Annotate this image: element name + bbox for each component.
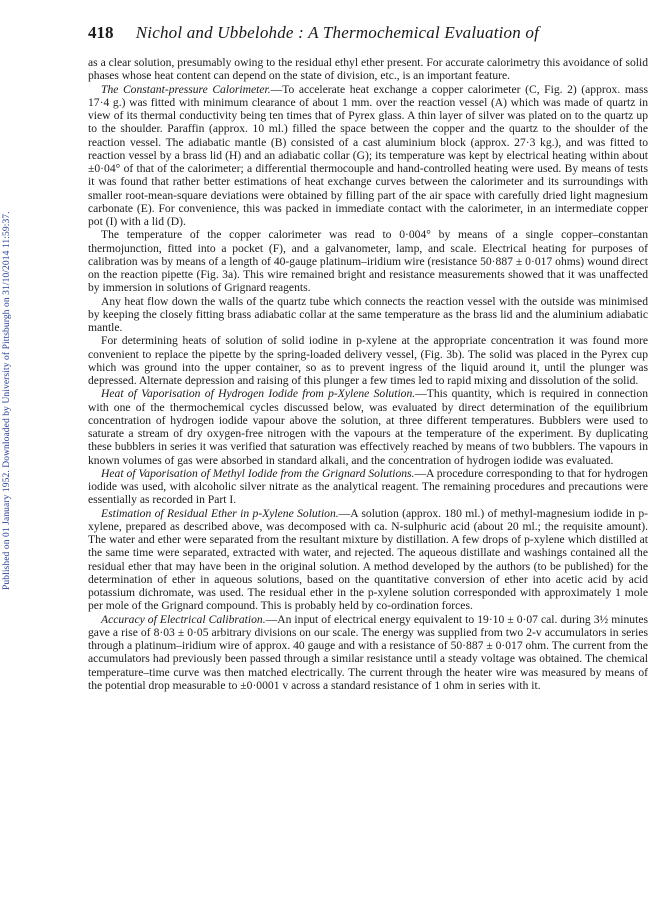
paragraph bbox=[88, 295, 648, 335]
section-heading: The Constant-pressure Calorimeter. bbox=[101, 82, 271, 96]
body-text bbox=[88, 56, 648, 692]
running-title: Nichol and Ubbelohde : A Thermochemical Evaluation of bbox=[135, 23, 540, 42]
paragraph-text: —To accelerate heat exchange a copper calorimeter (C, Fig. 2) (approx. mass 17·4 g.) was fitted with minimum clearance of about 1 mm. over the reaction vessel (A) which was made of quartz in view of its thermal conductivity being ten times that of Pyrex glass. A thin layer of silver was plated on to the quartz up to the shoulder. Paraffin (approx. 10 ml.) filled the space between the copper and the quartz to the shoulder of the reaction vessel. The adiabatic mantle (B) consisted of a cast aluminium block (approx. 27·3 kg.), and was fitted to reaction vessel by a brass lid (H) and an adiabatic collar (G); its temperature was kept by electrical heating within about ±0·04° of that of the calorimeter; a differential thermocouple and hand-controlled heating were used. By means of tests it was found that rather better estimations of heat exchange curves between the calorimeter and its surroundings with smaller root-mean-square deviations were obtained by filling part of the air space with carefully dried light magnesium carbonate (E). For convenience, this was packed in immediate contact with the calorimeter, in an intermediate copper pot (I) with a lid (D). bbox=[88, 82, 649, 228]
paragraph bbox=[88, 228, 648, 294]
section-heading: Accuracy of Electrical Calibration. bbox=[101, 612, 266, 626]
paragraph-text: —A solution (approx. 180 ml.) of methyl-magnesium iodide in p-xylene, prepared as described above, was decomposed with ca. N-sulphuric acid (about 20 ml.; the requisite amount). The water and ether were separated from the resultant mixture by distillation. A few drops of p-xylene which distilled at the same time were separated, extracted with water, and rejected. The aqueous distillate and washings contained all the residual ether that may have been in the original solution. A method developed by the authors (to be published) for the determination of ether in aqueous solutions, based on the quantitative conversion of ether into acetic acid by acid potassium dichromate, was used. The residual ether in the p-xylene solution corresponded with approximately 1 mole per mole of the Grignard compound. This is probably held by co-ordination forces. bbox=[88, 506, 648, 613]
paragraph bbox=[88, 613, 648, 693]
paragraph bbox=[88, 334, 648, 387]
download-watermark-text: Published on 01 January 1952. Downloaded by University of Pittsburgh on 31/10/2014 11:59:37. bbox=[2, 211, 12, 590]
section-heading: Estimation of Residual Ether in p-Xylene Solution. bbox=[101, 506, 339, 520]
page-number: 418 bbox=[88, 23, 114, 42]
paragraph-text: The temperature of the copper calorimeter was read to 0·004° by means of a single copper–constantan thermojunction, fitted into a pocket (F), and a galvanometer, lamp, and scale. Electrical heating for purposes of calibration was by means of a length of 40-gauge platinum–iridium wire (resistance 50·887 ± 0·017 ohms) wound direct on the reaction pipette (Fig. 3a). This wire remained bright and resistance measurements showed that it was unaffected by immersion in solutions of Grignard reagents. bbox=[88, 228, 648, 295]
page-header bbox=[88, 22, 648, 44]
section-heading: Heat of Vaporisation of Hydrogen Iodide from p-Xylene Solution. bbox=[101, 387, 416, 401]
section-heading: Heat of Vaporisation of Methyl Iodide from the Grignard Solutions. bbox=[101, 466, 415, 480]
paragraph-text: For determining heats of solution of solid iodine in p-xylene at the appropriate concentration it was found more convenient to replace the pipette by the spring-loaded delivery vessel, (Fig. 3b). The solid was placed in the Pyrex cup which was ground into the upper container, so as to prevent ingress of the liquid around it, until the plunger was depressed. Alternate depression and raising of this plunger a few times led to rapid mixing and dissolution of the solid. bbox=[88, 334, 648, 387]
paragraph bbox=[88, 56, 648, 83]
paragraph-text: Any heat flow down the walls of the quartz tube which connects the reaction vessel with the outside was minimised by keeping the closely fitting brass adiabatic collar at the same temperature as the brass lid and the aluminium adiabatic mantle. bbox=[88, 294, 648, 334]
paragraph bbox=[88, 83, 648, 229]
paragraph-text: as a clear solution, presumably owing to the residual ethyl ether present. For accurate calorimetry this avoidance of solid phases whose heat content can depend on the state of division, etc., is an important feature. bbox=[88, 56, 648, 83]
paragraph-text: —An input of electrical energy equivalent to 19·10 ± 0·07 cal. during 3½ minutes gave a rise of 8·03 ± 0·05 arbitrary divisions on our scale. The energy was supplied from two 2-v accumulators in series through a platinum–iridium wire of approx. 40 gauge and with a resistance of 50·887 ± 0·017 ohm. The current from the accumulators had previously been passed through a similar resistance until a steady voltage was obtained. The chemical temperature–time curve was then matched electrically. The current through the heater wire was measured by means of the potential drop measurable to ±0·0001 v across a standard resistance of 1 ohm in series with it. bbox=[88, 612, 648, 692]
download-watermark bbox=[2, 150, 14, 590]
paragraph-text: —This quantity, which is required in connection with one of the thermochemical cycles discussed below, was evaluated by direct determination of the equilibrium concentration of hydrogen iodide vapour above the solution, at three different temperatures. Bubblers were used to saturate a stream of dry oxygen-free nitrogen with the vapours at the temperature of the experiment. By duplicating these bubblers in series it was verified that saturation was effectively reached by means of two bubblers. The vapours in known volumes of gas were absorbed in standard alkali, and the concentration of hydrogen iodide was evaluated. bbox=[88, 387, 648, 467]
paragraph-text: —A procedure corresponding to that for hydrogen iodide was used, with alcoholic silver nitrate as the analytical reagent. The remaining procedures and precautions were essentially as recorded in Part I. bbox=[88, 466, 648, 507]
paragraph bbox=[88, 467, 648, 507]
paragraph bbox=[88, 387, 648, 467]
paragraph bbox=[88, 507, 648, 613]
